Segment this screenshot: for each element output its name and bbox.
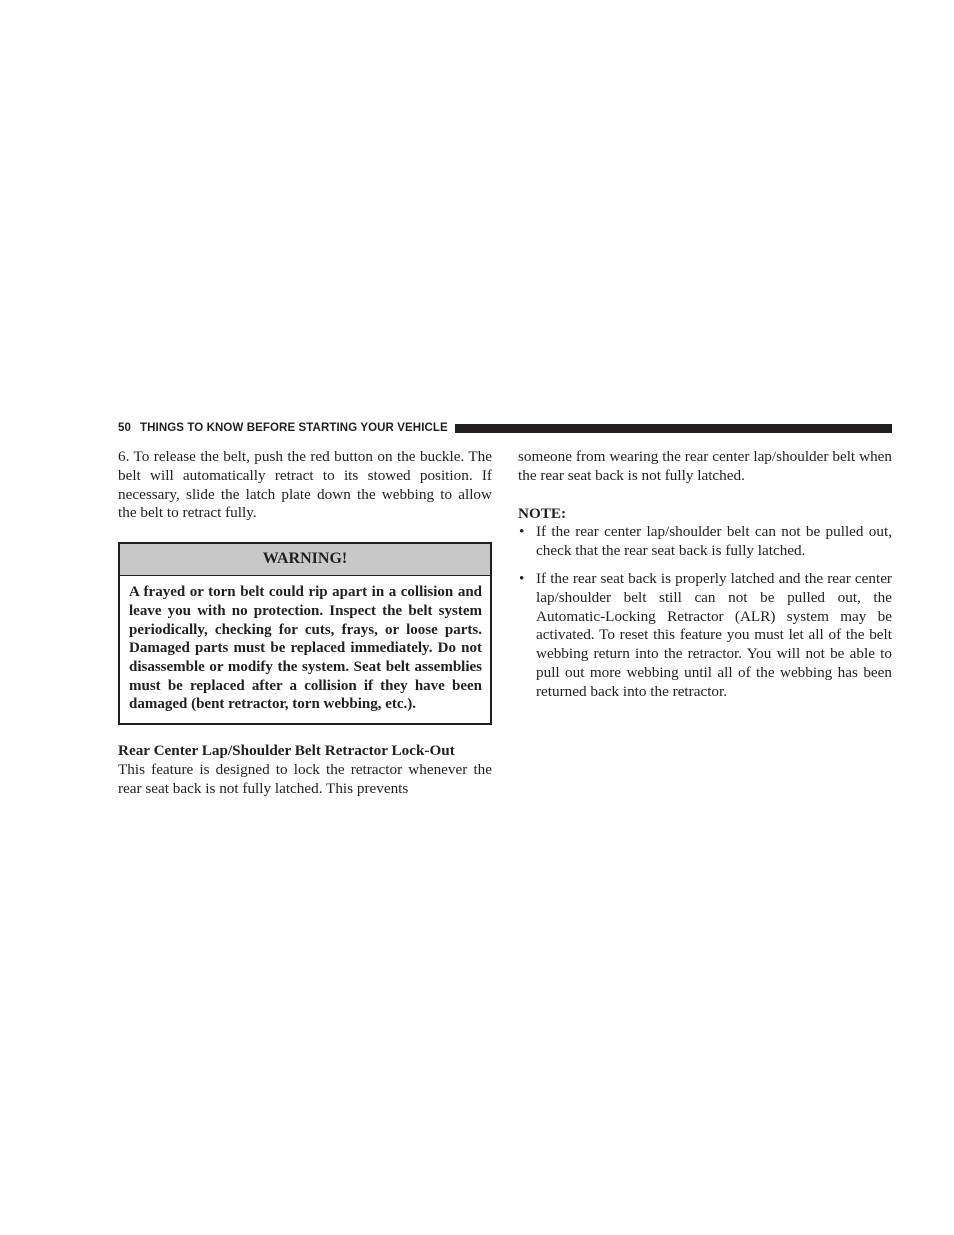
warning-box xyxy=(118,542,492,725)
bullet-icon: • xyxy=(519,523,525,541)
list-item-text: If the rear center lap/shoulder belt can not be pulled out, check that the rear seat back is fully latched. xyxy=(536,523,892,560)
step-6-paragraph: 6. To release the belt, push the red button on the buckle. The belt will automatically retract to its stowed position. If necessary, slide the latch plate down the webbing to allow the belt to retract fully. xyxy=(118,448,492,522)
list-item-text: If the rear seat back is properly latched and the rear center lap/shoulder belt still can not be pulled out, the Automatic-Locking Retractor (ALR) system may be activated. To reset this feature you must let all of the belt webbing return into the retractor. You will not be able to pull out more webbing until all of the webbing has been returned back into the retractor. xyxy=(536,569,892,700)
left-column xyxy=(118,448,492,799)
note-label: NOTE: xyxy=(518,504,567,522)
right-column xyxy=(518,448,892,702)
lockout-paragraph-continued: someone from wearing the rear center lap/shoulder belt when the rear seat back is not fully latched. xyxy=(518,448,892,484)
warning-body: A frayed or torn belt could rip apart in a collision and leave you with no protection. Inspect the belt system periodically, checking for cuts, frays, or loose parts. Damaged parts must be replaced immediately. Do not disassemble or modify the system. Seat belt assemblies must be replaced after a collision if they have been damaged (bent retractor, torn webbing, etc.). xyxy=(129,584,482,713)
lockout-paragraph-start: This feature is designed to lock the retractor whenever the rear seat back is not fully latched. This prevents xyxy=(118,760,492,797)
list-item xyxy=(518,570,892,702)
note-bullet-list xyxy=(518,523,892,701)
list-item xyxy=(518,523,892,561)
warning-title: WARNING! xyxy=(120,544,490,576)
section-title: THINGS TO KNOW BEFORE STARTING YOUR VEHICLE xyxy=(140,422,448,434)
bullet-icon: • xyxy=(519,569,525,587)
section-subheading: Rear Center Lap/Shoulder Belt Retractor Lock-Out xyxy=(118,742,455,760)
header-rule xyxy=(455,424,892,433)
page-number: 50 xyxy=(118,422,131,434)
page-header xyxy=(118,419,892,437)
